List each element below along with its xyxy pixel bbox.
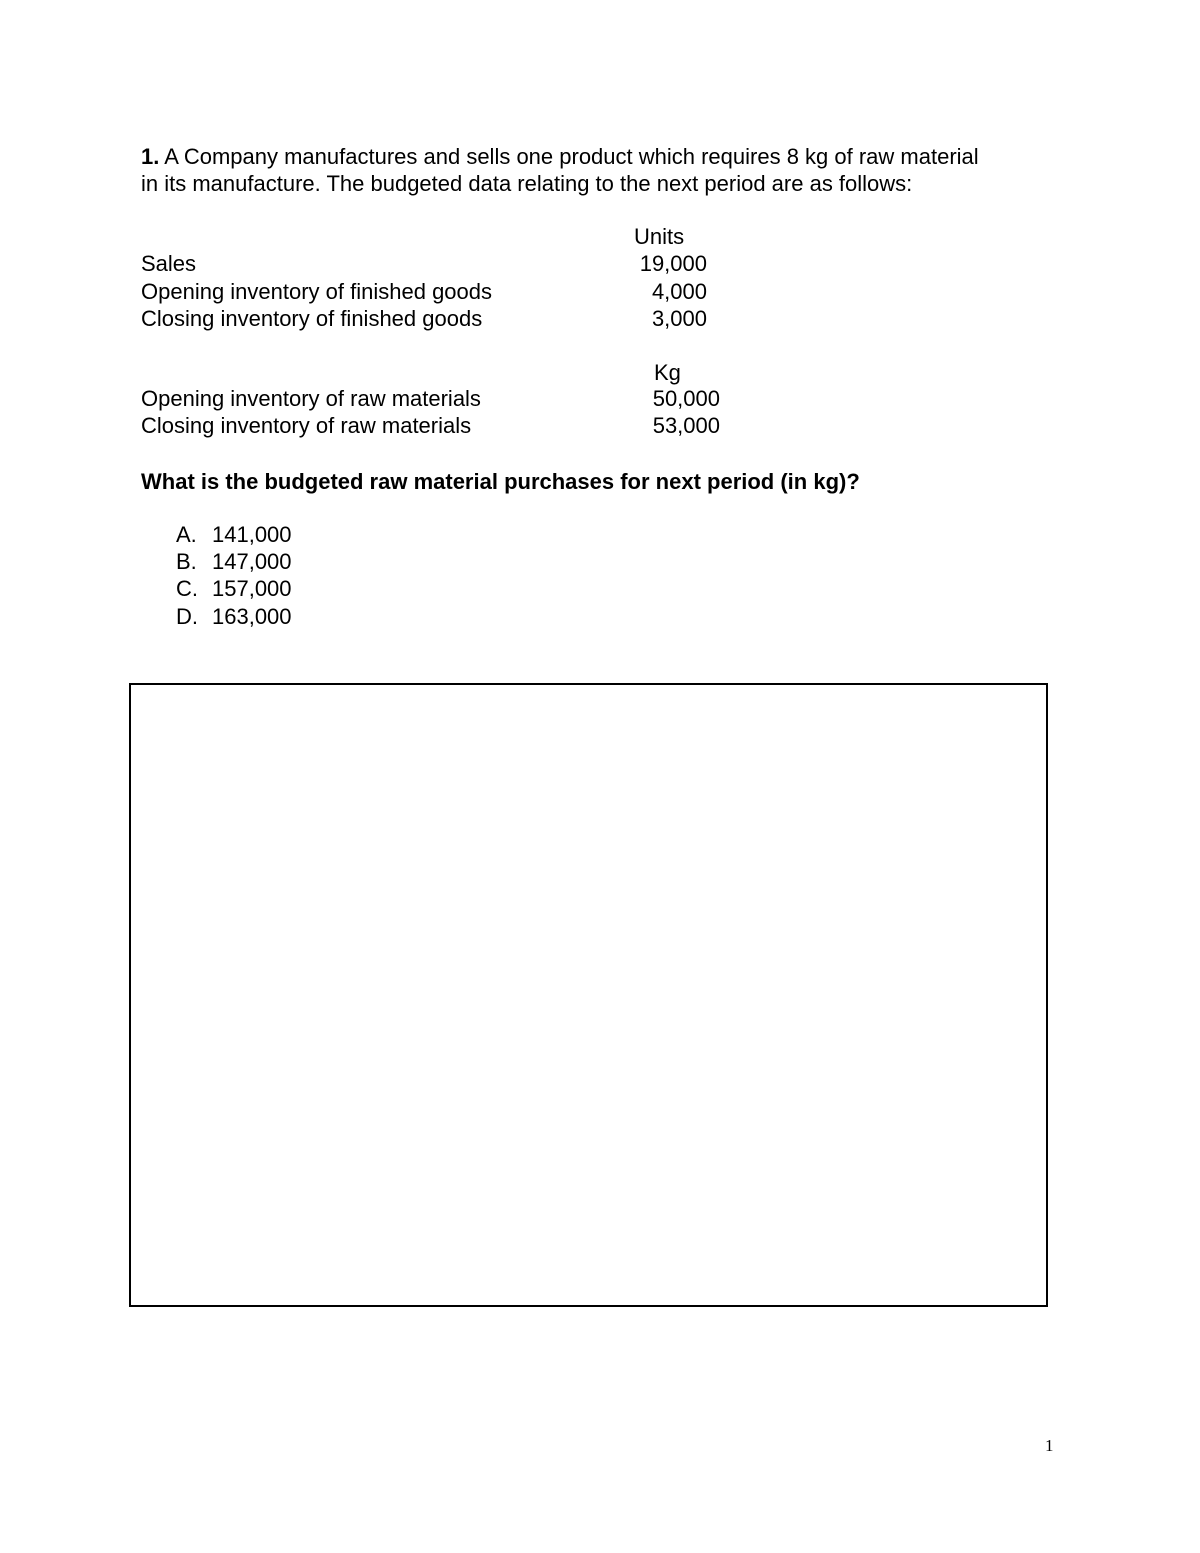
option-b-letter: B.	[176, 549, 197, 574]
question-text-1: A Company manufactures and sells one product which requires 8 kg of raw material	[159, 144, 979, 169]
kg-header: Kg	[654, 360, 681, 385]
option-c-letter: C.	[176, 576, 198, 601]
question-prompt: What is the budgeted raw material purchases for next period (in kg)?	[141, 469, 860, 494]
units-row-label: Closing inventory of finished goods	[141, 306, 483, 331]
option-b-value: 147,000	[212, 549, 292, 574]
units-row-label: Opening inventory of finished goods	[141, 279, 493, 304]
option-d-value: 163,000	[212, 604, 292, 629]
option-a-value: 141,000	[212, 522, 292, 547]
kg-row-label: Opening inventory of raw materials	[141, 386, 481, 411]
option-c-value: 157,000	[212, 576, 292, 601]
units-row-value: 19,000	[639, 251, 707, 276]
answer-box	[129, 683, 1048, 1307]
question-number: 1.	[141, 144, 160, 169]
page-number: 1	[1045, 1436, 1054, 1455]
option-d-letter: D.	[176, 604, 198, 629]
units-header: Units	[634, 224, 685, 249]
kg-row-label: Closing inventory of raw materials	[141, 413, 472, 438]
units-row-value: 4,000	[651, 279, 707, 304]
option-a-letter: A.	[176, 522, 197, 547]
units-row-label: Sales	[141, 251, 197, 276]
question-line-1	[141, 143, 979, 170]
kg-row-value: 50,000	[652, 386, 720, 411]
question-line-2: in its manufacture. The budgeted data relating to the next period are as follows:	[141, 171, 913, 196]
kg-row-value: 53,000	[652, 413, 720, 438]
units-row-value: 3,000	[651, 306, 707, 331]
